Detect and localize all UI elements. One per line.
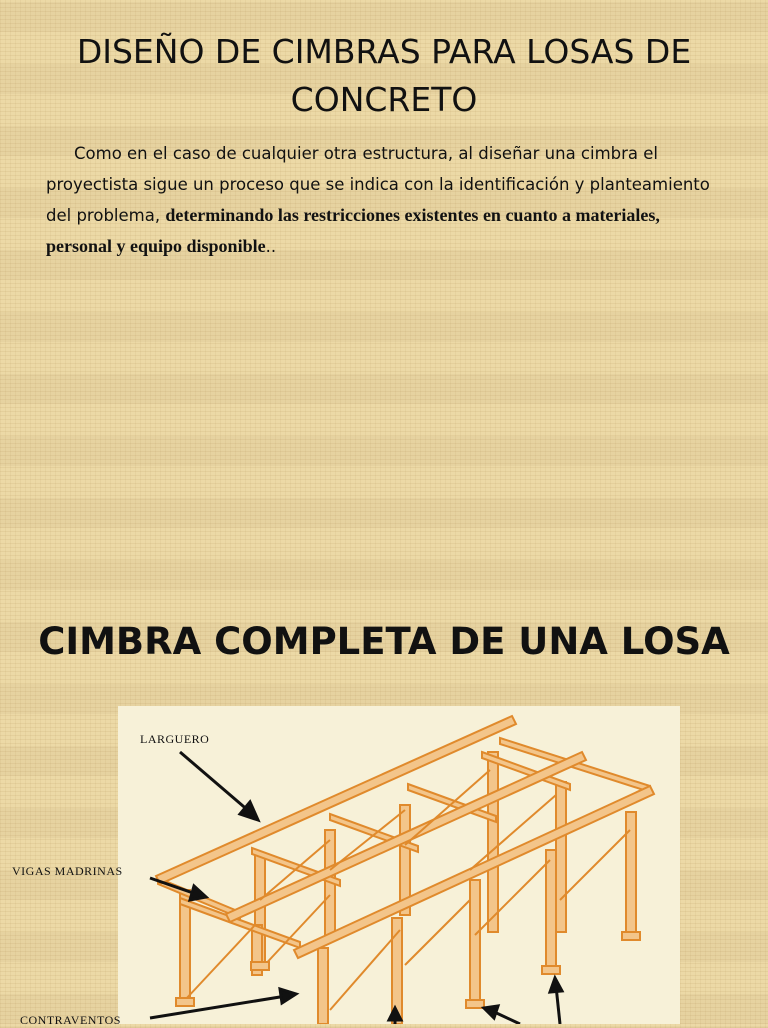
arrow-vigas-madrinas: [150, 878, 196, 894]
brace: [330, 930, 400, 1010]
post-base: [466, 1000, 484, 1008]
post: [470, 880, 480, 1006]
label-contraventos: CONTRAVENTOS: [20, 1013, 121, 1027]
slide-title: DISEÑO DE CIMBRAS PARA LOSAS DE CONCRETO: [76, 32, 692, 119]
paragraph-end-text: ..: [265, 237, 277, 256]
arrow-contraventos: [150, 996, 286, 1018]
post: [556, 782, 566, 932]
post-base: [542, 966, 560, 974]
post-base: [176, 998, 194, 1006]
post: [626, 812, 636, 937]
post: [488, 752, 498, 932]
formwork-structure: [156, 716, 654, 1024]
paragraph-normal-text: Como en el caso de cualquier otra estructura, al diseñar una cimbra el proyectista sigue un proceso que se indica con la identificación y planteamiento del problema,: [46, 144, 710, 225]
arrow-larguero: [180, 752, 250, 812]
arrowhead: [550, 978, 562, 992]
post-base: [622, 932, 640, 940]
post: [318, 948, 328, 1024]
section-title: CIMBRA COMPLETA DE UNA LOSA: [38, 620, 730, 663]
brace: [405, 900, 470, 965]
post: [325, 830, 335, 940]
arrowhead: [484, 1006, 498, 1018]
post-base: [251, 962, 269, 970]
arrowhead: [190, 886, 206, 900]
label-vigas-madrinas: VIGAS MADRINAS: [12, 864, 123, 878]
arrowhead: [280, 989, 296, 1003]
brace: [185, 925, 255, 1000]
paragraph-bold-text: determinando las restricciones existentes en cuanto a materiales, personal y equipo disponible: [46, 205, 660, 256]
brace: [560, 830, 630, 900]
label-larguero: LARGUERO: [140, 732, 210, 746]
post: [546, 850, 556, 970]
